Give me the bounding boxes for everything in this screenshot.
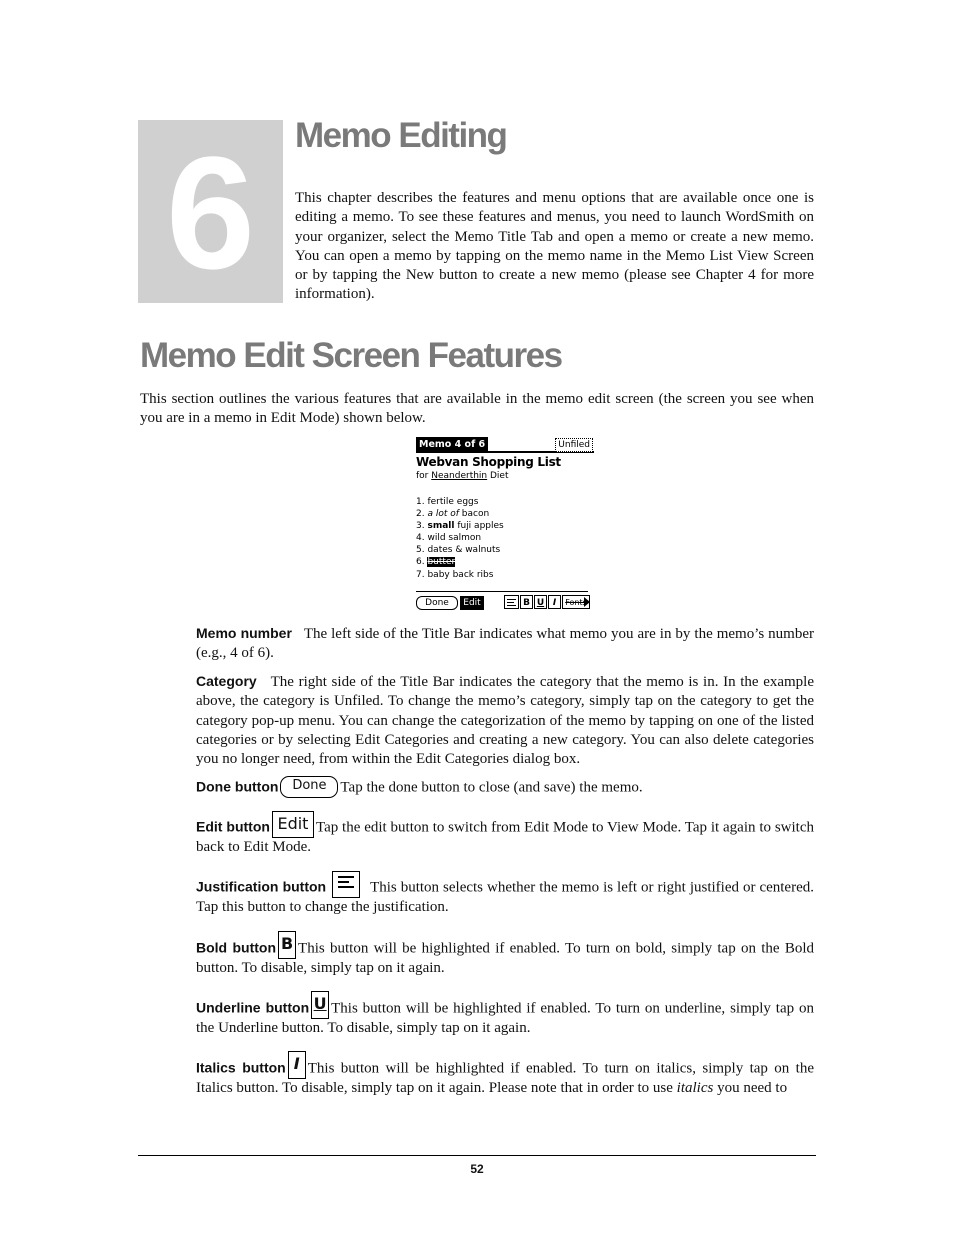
memo-edit-screenshot <box>416 437 594 615</box>
memo-number-title-bar: Memo 4 of 6 <box>416 437 488 452</box>
memo-title: Webvan Shopping List <box>416 455 561 469</box>
edit-button-image: Edit <box>460 596 484 610</box>
list-item: 1. fertile eggs <box>416 497 479 507</box>
fonts-icon: Fonts <box>562 595 590 609</box>
feature-underline-button: Underline button U This button will be highlighted if enabled. To turn on underline, simply tap on the Underline button. To disable, simply tap on it again. <box>196 991 814 1038</box>
done-button-icon: Done <box>280 776 338 798</box>
chapter-intro: This chapter describes the features and menu options that are available once one is editing a memo. To see these features and menus, you need to launch WordSmith on your organizer, select the Memo Title Tab and open a memo or create a new memo. You can open a memo by tapping on the memo name in the Memo List View Screen or by tapping the New button to create a new memo (please see Chapter 4 for more information). <box>295 190 814 303</box>
feature-category: Category The right side of the Title Bar indicates the category that the memo is in. In the example above, the category is Unfiled. To change the memo’s category, simply tap on the category to get the category pop-up menu. You can change the categorization of the memo by tapping on one of the listed categories or by selecting Edit Categories and creating a new category. You can also delete categories you no longer need, from within the Edit Categories dialog box. <box>196 673 815 768</box>
bold-icon: B <box>278 931 296 959</box>
memo-subtitle <box>416 471 509 481</box>
list-item: 4. wild salmon <box>416 533 482 544</box>
feature-done-button: Done button Done Tap the done button to close (and save) the memo. <box>196 776 814 798</box>
feature-edit-button: Edit button Edit Tap the edit button to switch from Edit Mode to View Mode. Tap it again to switch back to Edit Mode. <box>196 811 814 857</box>
chapter-title: Memo Editing <box>295 116 507 155</box>
edit-button-icon: Edit <box>272 811 314 838</box>
scroll-right-arrow-icon <box>584 597 590 607</box>
feature-justification-button: Justification button This button selects whether the memo is left or right justified or centered. Tap this button to change the justification. <box>196 871 814 917</box>
subtitle-post: Diet <box>487 471 509 481</box>
format-toolbar <box>504 595 590 609</box>
memo-items <box>416 496 504 581</box>
underline-icon: U <box>534 595 547 609</box>
list-item: 6. butter <box>416 557 456 568</box>
list-item: 5. dates & walnuts <box>416 545 501 556</box>
done-button-image: Done <box>416 596 458 610</box>
italic-icon: I <box>288 1051 306 1079</box>
justify-icon <box>332 871 360 898</box>
italic-icon: I <box>548 595 561 609</box>
feature-bold-button: Bold button B This button will be highlighted if enabled. To turn on bold, simply tap on the Bold button. To disable, simply tap on it again. <box>196 931 814 978</box>
list-item: 3. small fuji apples <box>416 521 504 532</box>
subtitle-underlined: Neanderthin <box>431 471 488 481</box>
underline-icon: U <box>311 991 329 1019</box>
toolbar-divider <box>416 591 588 592</box>
list-item: 2. a lot of bacon <box>416 509 490 520</box>
footer-divider <box>138 1155 816 1156</box>
feature-memo-number: Memo number The left side of the Title Bar indicates what memo you are in by the memo’s number (e.g., 4 of 6). <box>196 625 815 662</box>
category-selector: Unfiled <box>555 438 593 452</box>
chapter-number: 6 <box>166 123 255 302</box>
page-number: 52 <box>470 1162 484 1176</box>
bold-icon: B <box>520 595 533 609</box>
section-title: Memo Edit Screen Features <box>140 336 562 375</box>
section-intro: This section outlines the various features that are available in the memo edit screen (the screen you see when you are in a memo in Edit Mode) shown below. <box>140 391 814 427</box>
feature-italics-button: Italics button I This button will be highlighted if enabled. To turn on italics, simply tap on the Italics button. To disable, simply tap on it again. Please note that in order to use italics you need to <box>196 1051 814 1098</box>
justify-icon <box>504 595 519 609</box>
chapter-number-block <box>138 120 283 303</box>
list-item: 7. baby back ribs <box>416 569 494 580</box>
subtitle-pre: for <box>416 471 432 481</box>
